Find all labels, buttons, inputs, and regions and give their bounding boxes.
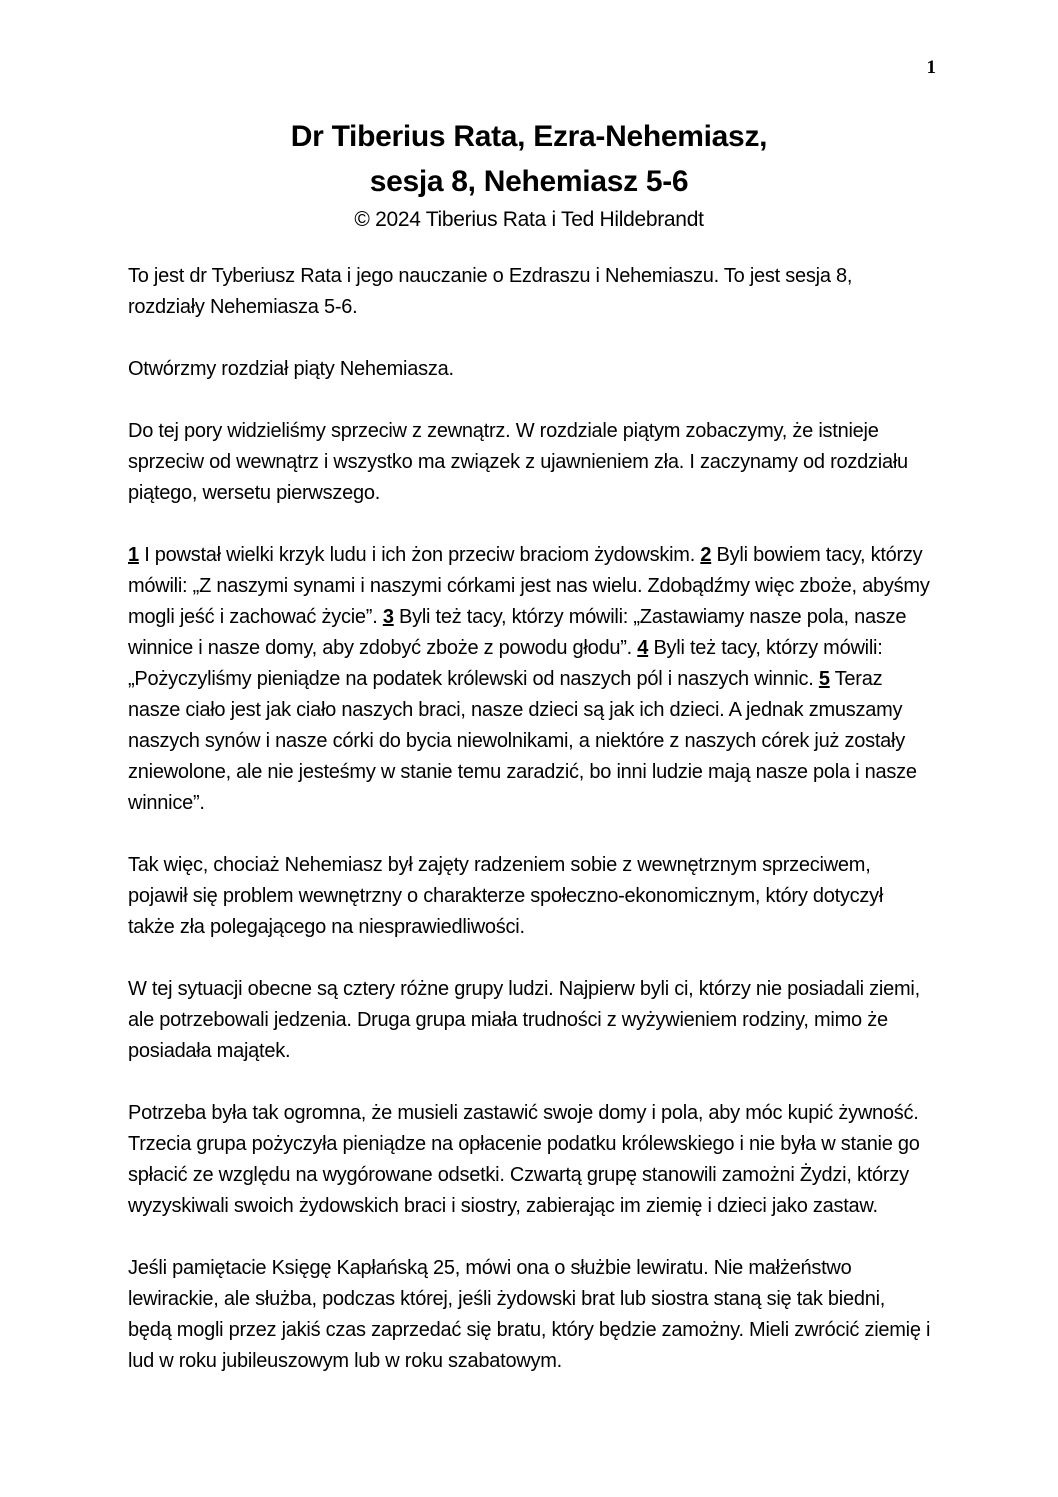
verse-number-2: 2: [700, 544, 712, 566]
verse-number-4: 4: [637, 637, 649, 659]
page-number: 1: [926, 57, 936, 78]
verse-text-2: Byli bowiem tacy, którzy mówili: „Z naszymi synami i naszymi córkami jest nas wielu. Zdobądźmy więc zboże, abyśmy mogli jeść i zachować życie”.: [128, 544, 930, 628]
verse-text-5: Teraz nasze ciało jest jak ciało naszych braci, nasze dzieci są jak ich dzieci. A jednak zmuszamy naszych synów i nasze córki do bycia niewolnikami, a niektóre z naszych córek już zostały zniewolone, ale nie jesteśmy w stanie temu zaradzić, bo inni ludzie mają nasze pola i nasze winnice”.: [128, 668, 917, 814]
document-header: [0, 0, 1058, 234]
verse-paragraph: [128, 540, 932, 819]
title-line-1: Dr Tiberius Rata, Ezra-Nehemiasz,: [290, 120, 768, 153]
copyright-line: © 2024 Tiberius Rata i Ted Hildebrandt: [354, 208, 704, 231]
paragraph-four-groups: W tej sytuacji obecne są cztery różne grupy ludzi. Najpierw byli ci, którzy nie posiadali ziemi, ale potrzebowali jedzenia. Druga grupa miała trudności z wyżywieniem rodziny, mimo że posiadała majątek.: [128, 978, 920, 1062]
document-body: [128, 261, 932, 1377]
paragraph-open-chapter: Otwórzmy rozdział piąty Nehemiasza.: [128, 358, 454, 380]
verse-number-3: 3: [382, 606, 394, 628]
verse-text-1: I powstał wielki krzyk ludu i ich żon przeciw braciom żydowskim.: [144, 544, 696, 566]
paragraph-summary: Tak więc, chociaż Nehemiasz był zajęty radzeniem sobie z wewnętrznym sprzeciwem, pojawił się problem wewnętrzny o charakterze społeczno-ekonomicznym, który dotyczył także zła polegającego na niesprawiedliwości.: [128, 854, 884, 938]
verse-text-4: Byli też tacy, którzy mówili: „Pożyczyliśmy pieniądze na podatek królewski od naszych pól i naszych winnic.: [128, 637, 883, 690]
paragraph-opposition: Do tej pory widzieliśmy sprzeciw z zewnątrz. W rozdziale piątym zobaczymy, że istnieje sprzeciw od wewnątrz i wszystko ma związek z ujawnieniem zła. I zaczynamy od rozdziału piątego, wersetu pierwszego.: [128, 420, 908, 504]
paragraph-intro: To jest dr Tyberiusz Rata i jego nauczanie o Ezdraszu i Nehemiaszu. To jest sesja 8, rozdziały Nehemiasza 5-6.: [128, 265, 853, 318]
verse-number-5: 5: [818, 668, 830, 690]
document-title: [0, 114, 1058, 204]
paragraph-need: Potrzeba była tak ogromna, że musieli zastawić swoje domy i pola, aby móc kupić żywność. Trzecia grupa pożyczyła pieniądze na opłacenie podatku królewskiego i nie była w stanie go spłacić ze względu na wygórowane odsetki. Czwartą grupę stanowili zamożni Żydzi, którzy wyzyskiwali swoich żydowskich braci i siostry, zabierając im ziemię i dzieci jako zastaw.: [128, 1102, 920, 1217]
verse-number-1: 1: [128, 544, 139, 566]
paragraph-leviticus: Jeśli pamiętacie Księgę Kapłańską 25, mówi ona o służbie lewiratu. Nie małżeństwo lewirackie, ale służba, podczas której, jeśli żydowski brat lub siostra staną się tak biedni, będą mogli przez jakiś czas zaprzedać się bratu, który będzie zamożny. Mieli zwrócić ziemię i lud w roku jubileuszowym lub w roku szabatowym.: [128, 1257, 931, 1372]
title-line-2: sesja 8, Nehemiasz 5-6: [369, 165, 689, 198]
verse-text-3: Byli też tacy, którzy mówili: „Zastawiamy nasze pola, nasze winnice i nasze domy, aby zdobyć zboże z powodu głodu”.: [128, 606, 907, 659]
